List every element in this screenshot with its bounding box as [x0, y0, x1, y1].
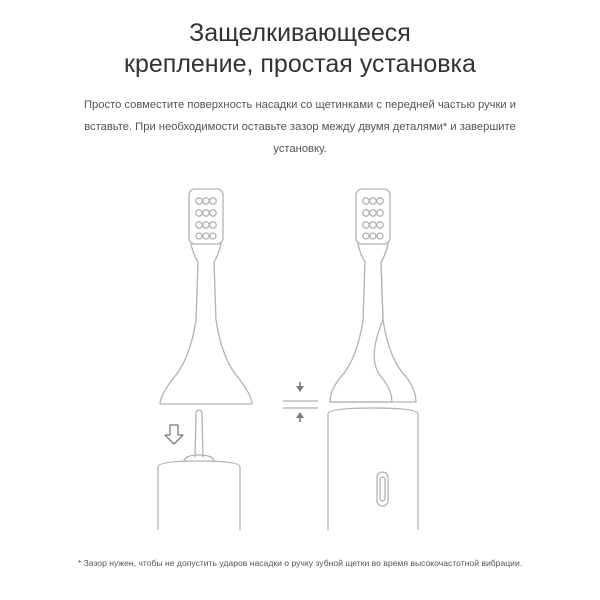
instruction-description [60, 94, 540, 160]
toothbrush-installation-illustration [0, 170, 600, 530]
description-line-2: вставьте. При необходимости оставьте зазор между двумя деталями* и завершите [84, 121, 516, 133]
title-line-1: Защелкивающееся [189, 19, 411, 47]
footnote: * Зазор нужен, чтобы не допустить ударов насадки о ручку зубной щетки во время высокочастотной вибрации. [77, 558, 523, 568]
assembled-toothbrush [328, 189, 418, 530]
description-line-3: установку. [273, 143, 327, 155]
page-title [0, 18, 600, 80]
gap-arrows-icon [283, 382, 318, 422]
bristle-tufts-assembled [363, 198, 383, 239]
detached-brush-head [160, 189, 252, 404]
title-line-2: крепление, простая установка [124, 50, 476, 78]
bristle-tufts [196, 198, 216, 239]
arrow-down-icon [165, 425, 183, 444]
description-line-1: Просто совместите поверхность насадки со щетинками с передней частью ручки и [84, 99, 516, 111]
